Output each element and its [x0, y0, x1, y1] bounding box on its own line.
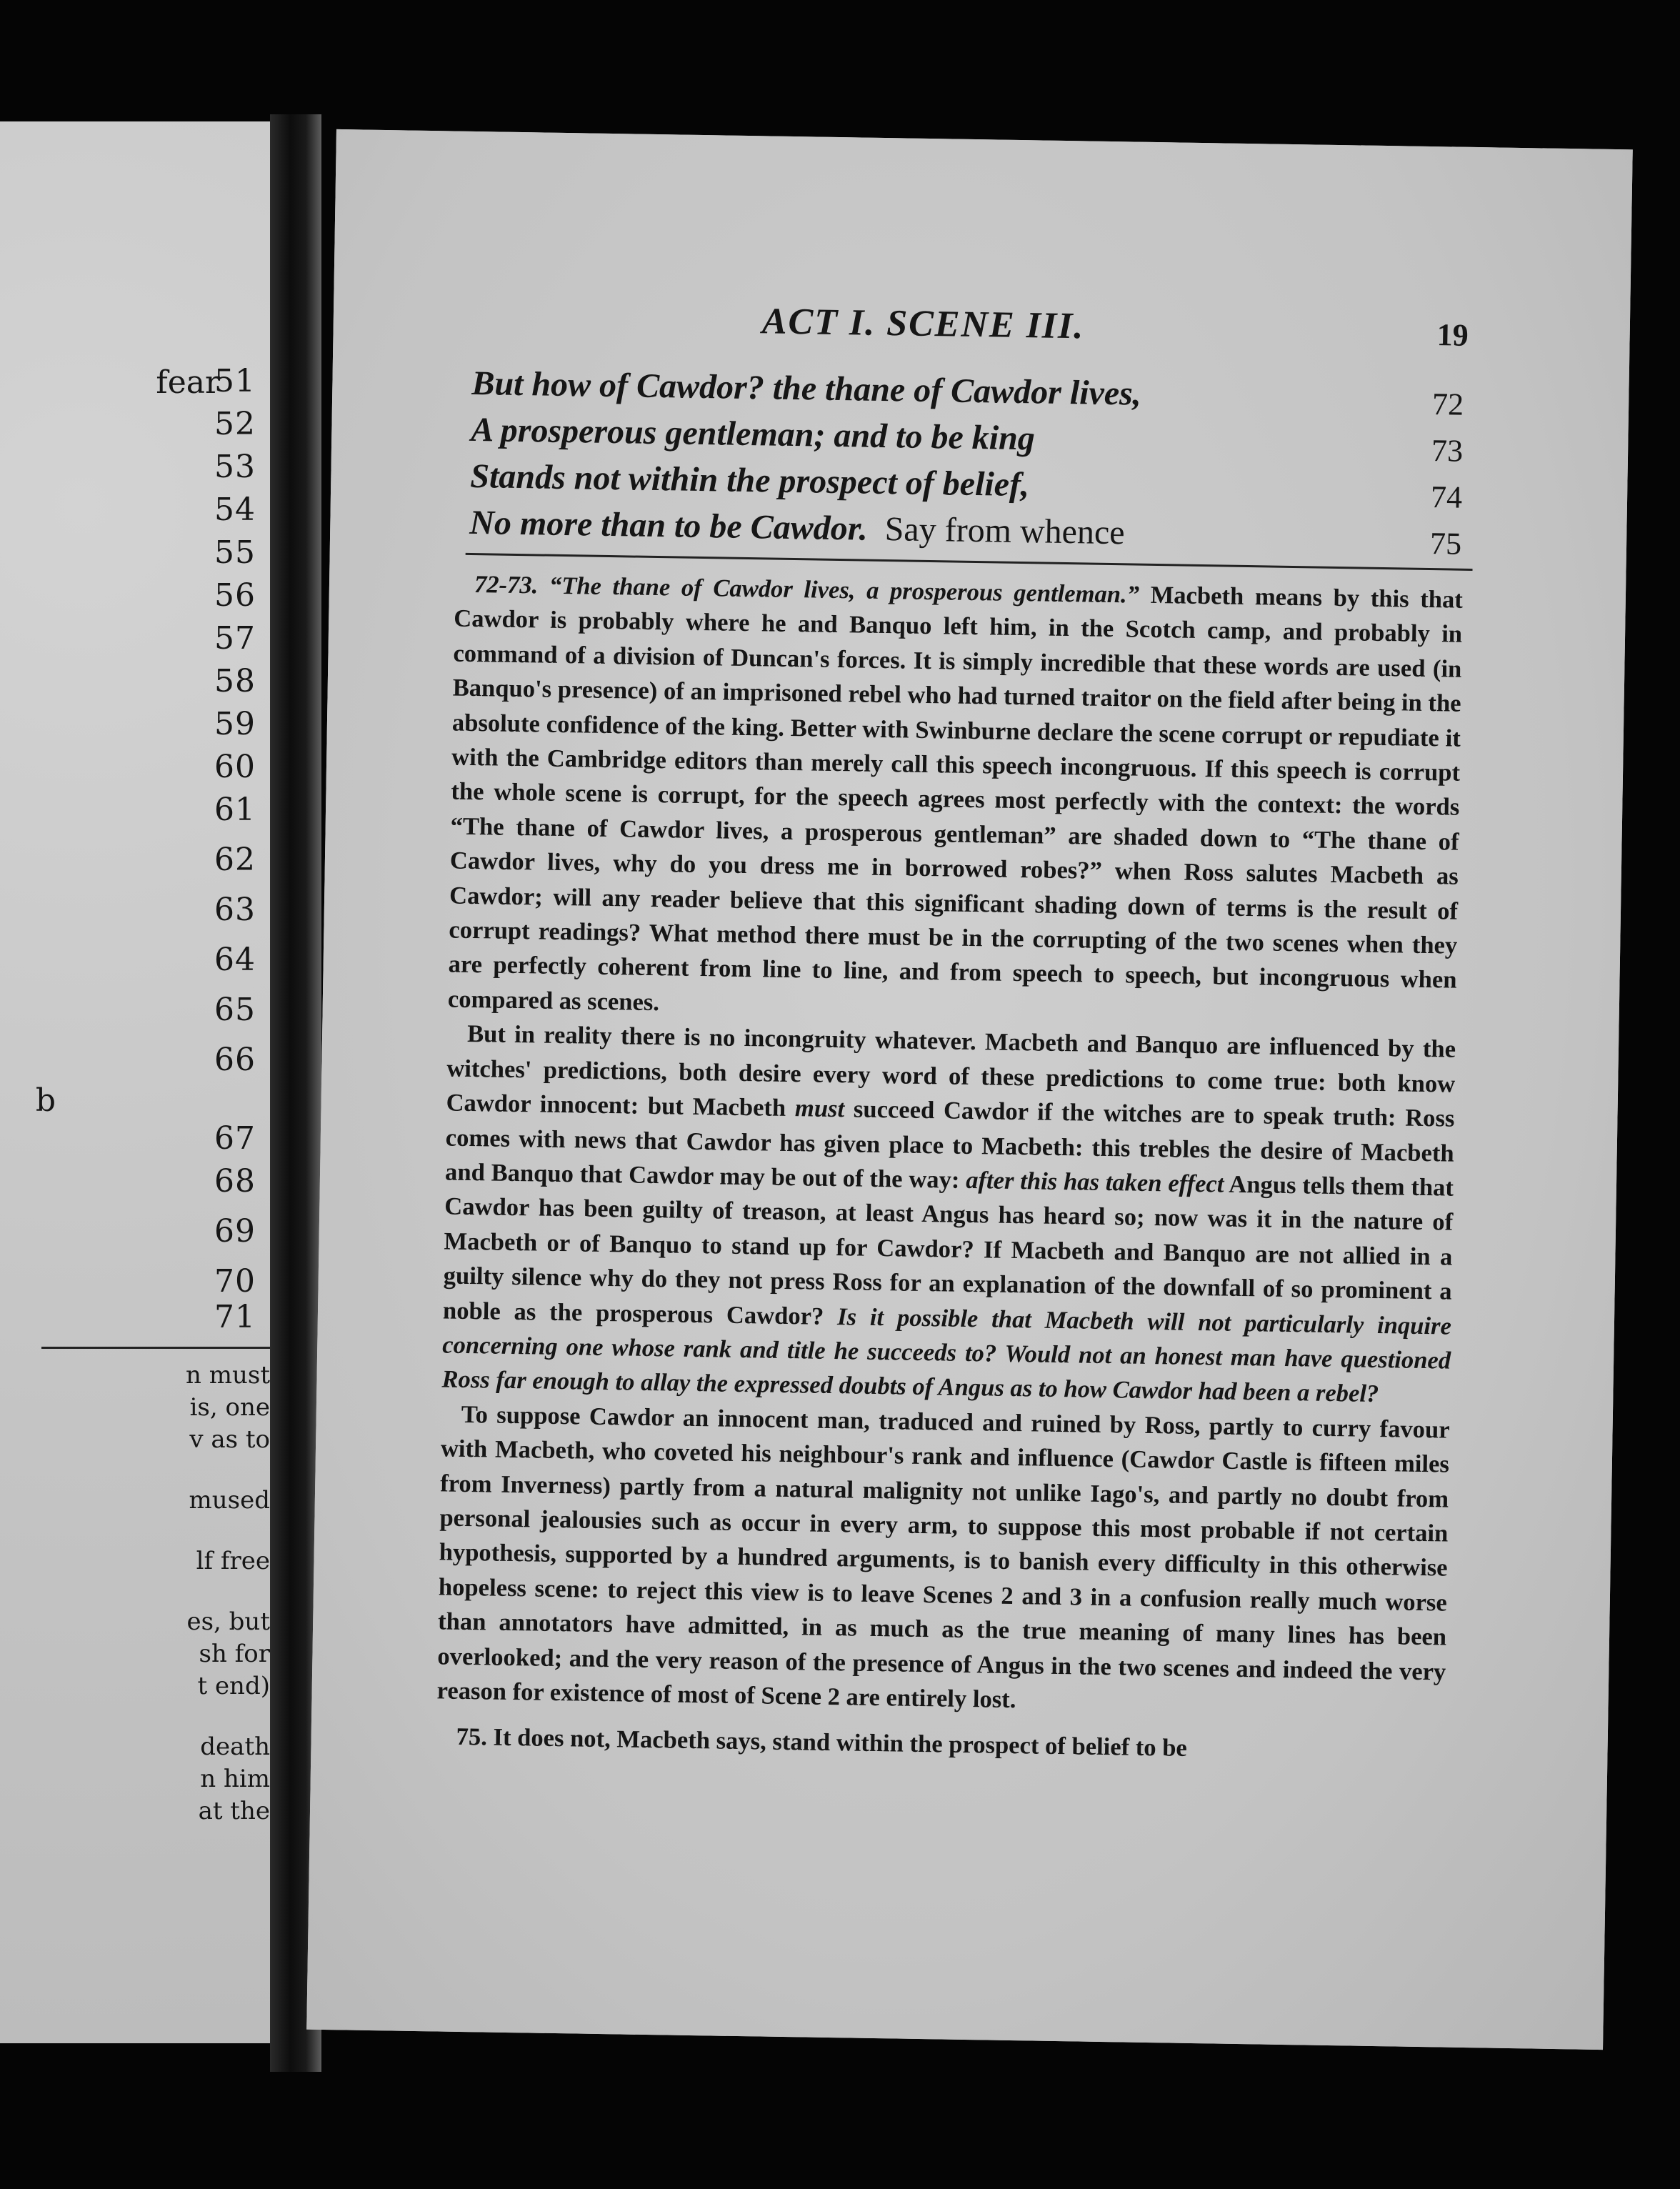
note-emphasis: Is it possible that Macbeth will not particularly inquire concerning one whose rank and title he succeeds to? Would not an honest man have questioned Ross far enough to allay the expressed doubts of Angus as to how Cawdor had been a rebel? [441, 1302, 1452, 1408]
left-line-number: 63 [214, 892, 256, 928]
left-line-number: 69 [214, 1213, 256, 1250]
left-line-number: 55 [214, 534, 256, 571]
page-number: 19 [1436, 317, 1469, 353]
running-title: ACT I. SCENE III. [761, 301, 1085, 347]
left-note-fragment: n must [186, 1361, 270, 1390]
left-facing-page [0, 121, 270, 2043]
left-line-number: 64 [214, 942, 256, 978]
verse-line [469, 503, 1125, 552]
note-text: Macbeth means by this that Cawdor is probably where he and Banquo left him, in the Scotch camp, and probably in command of a division of Duncan's forces. It is simply incredible that these words are used (in Banquo's presence) of an imprisoned rebel who had turned traitor on the field after being in the absolute confidence of the king. Better with Swinburne declare the scene corrupt or repudiate it with the Cambridge editors than merely call this speech incongruous. If this speech is corrupt the whole scene is corrupt, for the speech agrees most perfectly with the context: the words “The thane of Cawdor lives, a prosperous gentleman” are shaded down to “The thane of Cawdor lives, why do you dress me in borrowed robes?” when Ross salutes Macbeth as Cawdor; will any reader believe that this significant shading down of terms is the result of corrupt readings? What method there must be in the corrupting of the two scenes when they are perfectly coherent from line to line, and from speech to speech, but incongruous when compared as scenes. [447, 581, 1464, 1017]
verse-line-number: 72 [1431, 387, 1464, 422]
verse-text: Stands not within the prospect of belief, [469, 457, 1030, 504]
left-line-number: 51 [214, 363, 256, 399]
note-paragraph: 75. It does not, Macbeth says, stand within the prospect of belief to be [456, 1723, 1188, 1762]
left-line-number: 70 [214, 1263, 256, 1300]
verse-line [471, 364, 1141, 414]
note-text: succeed Cawdor if the witches are to speak truth: Ross comes with news that Cawdor has given place to Macbeth: this trebles the desire of Macbeth and Banquo that Cawdor may be out of the way: [444, 1095, 1455, 1194]
note-paragraph [448, 567, 1464, 1032]
left-note-fragment: death [200, 1732, 270, 1761]
left-line-number: 67 [214, 1120, 256, 1157]
left-note-fragment: v as to [189, 1425, 270, 1454]
left-line-number: 52 [214, 406, 256, 442]
verse-line-number: 75 [1429, 526, 1462, 562]
left-line-number: 68 [214, 1163, 256, 1200]
verse-text-roman: Say from whence [884, 510, 1125, 552]
left-note-fragment: is, one [189, 1393, 270, 1422]
left-fragment-be: b [35, 1082, 56, 1119]
left-line-number: 53 [214, 449, 256, 485]
note-emphasis: must [794, 1094, 845, 1123]
left-line-number: 71 [214, 1299, 256, 1335]
note-lemma: 72-73. “The thane of Cawdor lives, a prosperous gentleman.” [474, 571, 1140, 609]
left-line-number: 61 [214, 792, 256, 828]
verse-text: But how of Cawdor? the thane of Cawdor lives, [471, 364, 1142, 413]
left-rule [41, 1347, 270, 1349]
left-note-fragment: t end) [197, 1672, 270, 1700]
left-line-number: 58 [214, 663, 256, 699]
note-text: Angus tells them that Cawdor has been guilty of treason, at least Angus has heard so; now was it in the nature of Macbeth or of Banquo to stand up for Cawdor? If Macbeth and Banquo are not allied in a guilty silence why do they not press Ross for an explanation of the downfall of so prominent a noble as the prosperous Cawdor? [442, 1170, 1454, 1330]
commentary-notes [436, 567, 1463, 1770]
left-line-number: 62 [214, 842, 256, 878]
verse-text: A prosperous gentleman; and to be king [471, 410, 1036, 458]
left-note-fragment: lf free [196, 1547, 270, 1575]
verse-line [471, 410, 1035, 458]
note-text: But in reality there is no incongruity whatever. Macbeth and Banquo are influenced by the witches' predictions, both desire every word of these predictions to come true: both know Cawdor innocent: but Macbeth [446, 1020, 1456, 1122]
left-note-fragment: sh for [199, 1640, 270, 1668]
left-line-number: 56 [214, 577, 256, 614]
left-note-fragment: mused [189, 1486, 270, 1515]
left-note-fragment: n him [200, 1765, 270, 1793]
verse-divider-rule [466, 553, 1473, 571]
left-line-number: 66 [214, 1042, 256, 1078]
left-line-number: 60 [214, 749, 256, 785]
right-page [306, 129, 1633, 2050]
left-line-number: 59 [214, 706, 256, 742]
verse-line-number: 74 [1430, 479, 1463, 515]
note-paragraph [441, 1017, 1456, 1413]
left-line-number: 57 [214, 620, 256, 657]
left-word-fear: fear [156, 364, 220, 401]
left-line-number: 54 [214, 492, 256, 528]
verse-line [470, 457, 1030, 504]
verse-text: No more than to be Cawdor. [469, 503, 869, 548]
verse-line-number: 73 [1431, 433, 1464, 469]
left-line-number: 65 [214, 992, 256, 1028]
left-note-fragment: at the [198, 1797, 270, 1825]
note-paragraph: To suppose Cawdor an innocent man, traduced and ruined by Ross, partly to curry favour with Macbeth, who coveted his neighbour's rank and influence (Cawdor Castle is fifteen miles from Inverness) partly from a natural malignity not unlike Iago's, and partly no doubt from personal jealousies such as occur in every arm, to suppose this most probable if not certain hypothesis, supported by a hundred arguments, is to banish every difficulty in this otherwise hopeless scene: to reject this view is to leave Scenes 2 and 3 in a confusion really much worse than annotators have admitted, in as much as the true meaning of many lines has been overlooked; and the very reason of the presence of Angus in the two scenes and indeed the very reason for existence of most of Scene 2 are entirely lost. [436, 1400, 1450, 1714]
note-emphasis: after this has taken effect [965, 1166, 1224, 1198]
left-note-fragment: es, but [186, 1607, 270, 1636]
